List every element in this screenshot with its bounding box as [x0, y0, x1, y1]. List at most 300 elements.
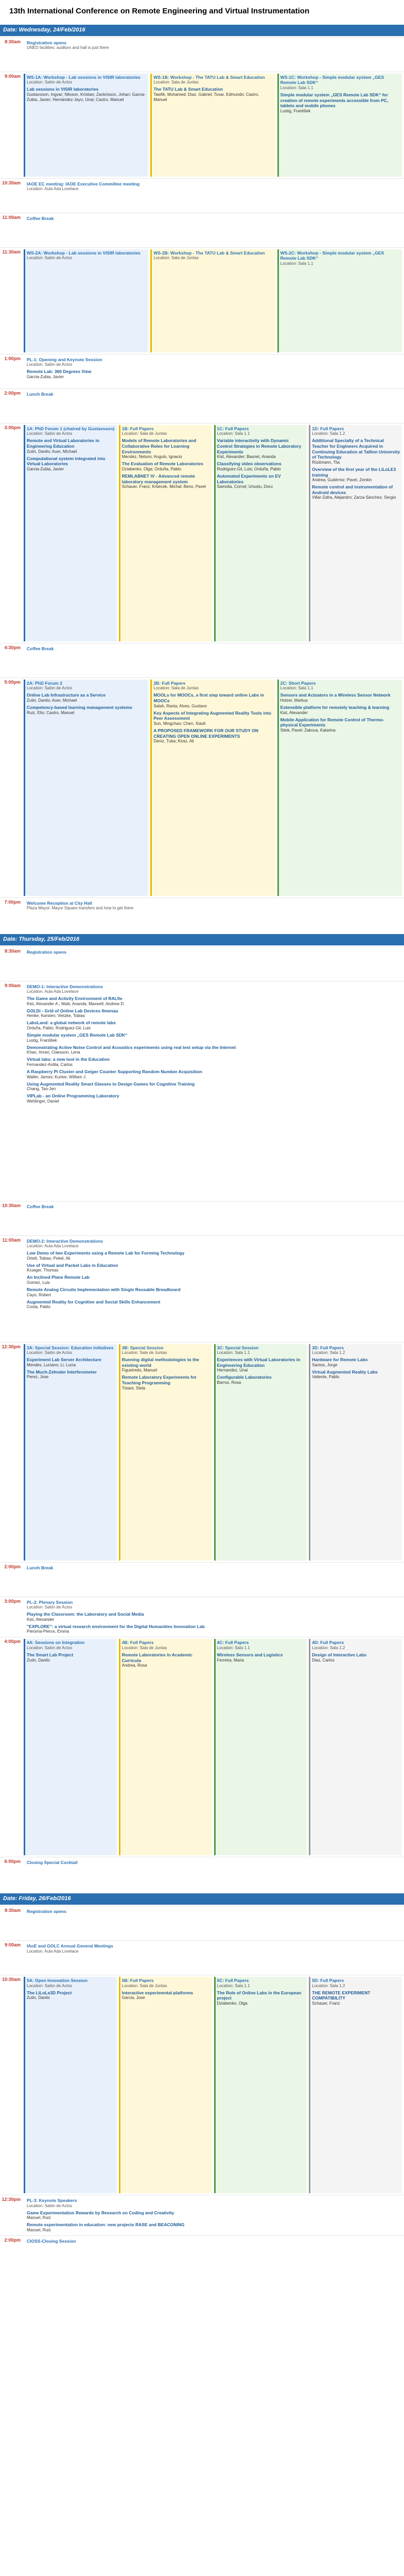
session-card[interactable]: [24, 2238, 402, 2268]
session-location: Location: Salón de Actos: [27, 431, 73, 436]
time-slot-row: [0, 72, 404, 178]
paper-authors: Sun, Mingchao; Chen, Xiaoli: [153, 721, 206, 726]
session-title[interactable]: WS-1B: Workshop - The TATU Lab & Smart Education: [153, 74, 265, 80]
session-card[interactable]: [24, 1942, 402, 1973]
paper-title[interactable]: The Smart Lab Project: [27, 1652, 74, 1657]
slot-time: 12:30pm: [2, 2197, 21, 2202]
paper-entry: [280, 705, 400, 716]
session-title[interactable]: Coffee Break: [27, 1204, 54, 1209]
day-header: Date: Wednesday, 24/Feb/2016: [0, 25, 404, 36]
slot-sessions: [24, 74, 404, 177]
session-title[interactable]: PL-3: Keynote Speakers: [27, 2198, 77, 2204]
paper-entry: [153, 710, 273, 726]
slot-sessions: [24, 1908, 404, 1939]
slot-sessions: [24, 1859, 404, 1890]
session-title[interactable]: Registration opens: [27, 949, 66, 955]
session-title[interactable]: 1C: Full Papers: [217, 426, 249, 431]
session-card[interactable]: [214, 1639, 307, 1855]
paper-title[interactable]: MOOLs for MOOCs, a first step toward online Labs in MOOCs: [153, 692, 265, 703]
paper-title[interactable]: Competency-based learning management systems: [27, 705, 133, 710]
slot-time: 11:00am: [2, 1237, 21, 1243]
session-location: Location: Aula Ada Lovelace: [27, 1244, 79, 1249]
paper-authors: Mendes, Luciano; Li, Lucia: [27, 1362, 76, 1367]
session-card[interactable]: [119, 1639, 212, 1855]
time-slot-row: [0, 1906, 404, 1940]
paper-entry: [27, 1250, 400, 1261]
session-title[interactable]: PL-2: Plenary Session: [27, 1599, 73, 1605]
slot-time: 12:30pm: [2, 1344, 21, 1349]
paper-authors: Kist, Alexander: [27, 1617, 55, 1622]
session-title[interactable]: 3A: Special Session: Education Initiatives: [27, 1345, 114, 1350]
slot-time: 2:00pm: [4, 2238, 21, 2243]
session-title[interactable]: DEMO-2: Interactive Demonstrations: [27, 1238, 103, 1244]
session-title[interactable]: IAoE and GOLC Annual General Meetings: [27, 1943, 113, 1949]
session-title[interactable]: WS-2B: Workshop - The TATU Lab & Smart Education: [153, 250, 265, 256]
slot-time: 7:00pm: [4, 899, 21, 905]
session-title[interactable]: Welcome Reception at City Hall: [27, 900, 92, 906]
paper-title[interactable]: Interactive experimental platforms: [121, 1990, 194, 1995]
session-location: Location: Sala 1.2: [312, 431, 345, 436]
slot-sessions: [24, 1238, 404, 1341]
slot-sessions: [24, 39, 404, 70]
session-card[interactable]: [24, 1599, 402, 1636]
paper-entry: [27, 1624, 400, 1635]
paper-title[interactable]: Remote Laboratories in Academic Curricula: [121, 1652, 192, 1663]
time-slot-row: [0, 2195, 404, 2235]
session-title[interactable]: WS-2A: Workshop - Lab sessions in VISIR laboratories: [27, 250, 140, 256]
paper-authors: Zutin, Danilo: [27, 1995, 50, 2001]
session-card[interactable]: [24, 645, 402, 676]
session-card[interactable]: [119, 1977, 212, 2193]
paper-title[interactable]: Remote Laboratory Experiments for Teaching Programming: [121, 1375, 197, 1385]
paper-title[interactable]: Low Demo of two Experiments using a Remote Lab for Forming Technology: [27, 1250, 185, 1256]
session-card[interactable]: [24, 2197, 402, 2234]
session-card[interactable]: [119, 1344, 212, 1561]
paper-title[interactable]: Sensors and Actuators in a Wireless Sensor Network: [280, 692, 391, 698]
paper-title[interactable]: The Role of Online Labs in the European project: [217, 1990, 302, 2001]
slot-sessions: [24, 1564, 404, 1595]
session-location: Location: Sala de Juntas: [153, 80, 199, 85]
paper-authors: Lustig, František: [280, 108, 311, 113]
session-title[interactable]: 3C: Special Session: [217, 1345, 259, 1350]
paper-authors: Zutin, Danilo; Auer, Michael: [27, 698, 77, 703]
session-card[interactable]: [24, 983, 402, 1199]
time-slot-row: [0, 1235, 404, 1342]
paper-title[interactable]: Mobile Application for Remote Control of Thermo-physical Experiments: [280, 717, 384, 728]
session-title[interactable]: CIOSS-Closing Session: [27, 2239, 76, 2244]
paper-authors: Dziabenko, Olga: [217, 2001, 248, 2006]
paper-title[interactable]: Virtual labs: a new tool in the Education: [27, 1057, 110, 1062]
paper-entry: [217, 473, 306, 489]
paper-authors: Valiente, Pablo: [312, 1375, 340, 1380]
paper-authors: Santos, Jorge: [312, 1362, 338, 1367]
session-card[interactable]: [24, 680, 148, 896]
paper-title[interactable]: Extensible platform for remotely teaching & learning: [280, 705, 390, 710]
paper-entry: [27, 692, 147, 703]
session-card[interactable]: [214, 1344, 307, 1561]
paper-authors: Piersma-Pierce, Emma: [27, 1629, 69, 1634]
paper-title[interactable]: REMLABNET IV - Advanced remote laboratory management system: [121, 473, 196, 484]
paper-title[interactable]: Online Lab Infrastructure as a Service: [27, 692, 106, 698]
paper-entry: [27, 1612, 400, 1622]
session-card[interactable]: [24, 1859, 402, 1890]
session-card[interactable]: [24, 215, 402, 246]
paper-title[interactable]: Experiences with Virtual Laboratories in Engineering Education: [217, 1357, 301, 1368]
paper-title[interactable]: Running digital methodologies to the existing world: [121, 1357, 199, 1368]
slot-sessions: [24, 900, 404, 930]
slot-sessions: [24, 1203, 404, 1234]
session-card[interactable]: [24, 1344, 117, 1561]
session-title[interactable]: PL-1: Opening and Keynote Session: [27, 357, 102, 362]
paper-authors: Hernandez, Unai: [217, 1368, 248, 1373]
paper-authors: Diaz, Carlos: [312, 1657, 335, 1663]
paper-title[interactable]: Using Augmented Reality Smart Glasses to Design Games for Cognitive Training: [27, 1081, 195, 1087]
paper-entry: [122, 1990, 210, 2001]
paper-authors: Rodriguez-Gil, Luis; Orduña, Pablo: [217, 466, 281, 471]
session-location: Location: Sala de Juntas: [121, 1646, 167, 1650]
paper-authors: Rüütmann, Tiia: [312, 460, 340, 465]
paper-entry: [217, 1652, 306, 1663]
paper-entry: [27, 456, 115, 472]
time-slot-row: [0, 981, 404, 1201]
session-title[interactable]: 2B: Full Papers: [153, 680, 186, 686]
session-card[interactable]: [150, 249, 275, 352]
slot-time: 9:00am: [4, 73, 21, 79]
paper-authors: Manuel, Ruiz: [27, 2215, 51, 2221]
time-slot-row: [0, 1562, 404, 1597]
paper-entry: [27, 1008, 400, 1019]
paper-entry: [122, 461, 210, 472]
paper-title[interactable]: Hardware for Remote Labs: [312, 1357, 368, 1363]
session-location: UNED facilities: auditors and hall is just there: [27, 45, 109, 50]
slot-time: 4:30pm: [4, 645, 21, 650]
session-title[interactable]: 3D: Full Papers: [312, 1345, 344, 1350]
paper-entry: [27, 1081, 400, 1092]
paper-title[interactable]: Remote Lab: 360 Degrees View: [27, 369, 92, 375]
session-card[interactable]: [309, 1977, 402, 2193]
paper-title[interactable]: LabsLand: a global network of remote labs: [27, 1020, 116, 1026]
session-title[interactable]: WS-2C: Workshop - Simple modular system „GES Remote Lab SDK“: [280, 250, 384, 261]
paper-entry: [122, 1375, 210, 1391]
paper-title[interactable]: Remote control and instrumentation of Android devices: [312, 484, 393, 495]
paper-title[interactable]: Additional Specialty of a Technical Teacher for Engineers Acquired in Continuing Education at Tallinn University of Technology: [312, 438, 400, 460]
paper-entry: [153, 728, 273, 744]
paper-entry: [122, 1652, 210, 1668]
time-slot-row: [0, 247, 404, 354]
paper-title[interactable]: Remote Analog Circuits Implementation with Single Reusable Breadboard: [27, 1287, 181, 1292]
paper-entry: [312, 438, 400, 465]
slot-sessions: [24, 1942, 404, 1973]
session-card[interactable]: [24, 180, 402, 211]
slot-sessions: [24, 356, 404, 387]
paper-title[interactable]: Playing the Classroom: the Laboratory and Social Media: [27, 1612, 144, 1617]
paper-entry: [27, 1369, 115, 1380]
paper-title[interactable]: The Evaluation of Remote Laboratories: [121, 461, 203, 467]
paper-title[interactable]: Classifying video observations: [217, 461, 282, 467]
paper-entry: [27, 1357, 115, 1368]
slot-time: 9:00am: [4, 1942, 21, 1948]
paper-authors: Gomez, Luis: [27, 1280, 50, 1285]
slot-sessions: [24, 1344, 404, 1561]
paper-title[interactable]: The TATU Lab & Smart Education: [153, 87, 223, 92]
paper-authors: Barros, Rosa: [217, 1380, 241, 1385]
session-title[interactable]: Coffee Break: [27, 646, 54, 651]
slot-time: 4:00pm: [4, 1639, 21, 1645]
session-location: Location: Salón de Actos: [27, 1646, 73, 1650]
paper-entry: [27, 2210, 400, 2221]
session-title[interactable]: 5A: Open Innovation Session: [27, 1978, 88, 1984]
paper-entry: [27, 2222, 400, 2233]
paper-title[interactable]: A PROPOSED FRAMEWORK FOR OUR STUDY ON CREATING OPEN ONLINE EXPERIMENTS: [153, 727, 258, 739]
paper-authors: Figueiredo, Manuel: [121, 1368, 157, 1373]
paper-title[interactable]: Design of Interactive Labs: [312, 1652, 367, 1657]
session-title[interactable]: 4D: Full Papers: [312, 1640, 344, 1646]
paper-entry: [27, 87, 147, 103]
session-card[interactable]: [277, 680, 402, 896]
paper-title[interactable]: "EXPLORE": a virtual research environment for the Digital Humanities Innovation Lab: [27, 1623, 205, 1629]
paper-authors: Andrea, Rosa: [121, 1663, 147, 1668]
paper-title[interactable]: Models of Remote Laboratories and Collaborative Roles for Learning Environments: [121, 438, 197, 454]
session-title[interactable]: Coffee Break: [27, 215, 54, 221]
paper-title[interactable]: Demonstrating Active Noise Control and Acoustics experiments using real test setup via the Internet: [27, 1044, 236, 1050]
paper-authors: Tawfik, Mohamed; Diaz, Gabriel; Tovar, Edmundo; Castro, Manuel: [153, 92, 259, 102]
session-card[interactable]: [24, 1908, 402, 1939]
paper-title[interactable]: Augmented Reality for Cognitive and Social Skills Enhancement: [27, 1299, 161, 1304]
time-slot-row: [0, 677, 404, 897]
time-slot-row: [0, 1857, 404, 1891]
paper-authors: Costa, Pablo: [27, 1304, 50, 1310]
session-card[interactable]: [309, 425, 402, 641]
session-card[interactable]: [24, 1977, 117, 2193]
session-title[interactable]: WS-1A: Workshop - Lab sessions in VISIR laboratories: [27, 74, 140, 80]
session-card[interactable]: [24, 356, 402, 387]
paper-entry: [27, 1299, 400, 1310]
session-title[interactable]: 2C: Short Papers: [280, 680, 316, 686]
paper-title[interactable]: The LiLoLe3D Project: [27, 1990, 72, 1995]
session-card[interactable]: [24, 249, 148, 352]
session-title[interactable]: 5B: Full Papers: [121, 1978, 154, 1984]
paper-title[interactable]: Wireless Sensors and Logistics: [217, 1652, 283, 1657]
paper-title[interactable]: Use of Virtual and Packet Labs in Education: [27, 1262, 118, 1268]
paper-title[interactable]: A Raspberry Pi Cluster and Geiger Counter Supporting Random Number Acquisition: [27, 1069, 202, 1074]
paper-title[interactable]: VIPLab - an Online Programming Laboratory: [27, 1093, 119, 1099]
session-card[interactable]: [24, 1639, 117, 1855]
slot-time: 5:00pm: [4, 679, 21, 685]
session-location: Location: Salón de Actos: [27, 1605, 73, 1610]
session-title[interactable]: 4C: Full Papers: [217, 1640, 249, 1646]
paper-title[interactable]: Key Aspects of Integrating Augmented Reality Tools into Peer Assessment: [153, 710, 272, 721]
paper-entry: [27, 1652, 115, 1663]
session-card[interactable]: [309, 1639, 402, 1855]
paper-title[interactable]: Computational system integrated into Virtual Laboratories: [27, 455, 106, 467]
time-slot-row: [0, 1940, 404, 1975]
paper-entry: [153, 692, 273, 708]
paper-authors: Kist, Alexander: [280, 710, 308, 715]
session-title[interactable]: 1B: Full Papers: [121, 426, 154, 431]
paper-authors: Schauer, Franz; Krbecek, Michal; Beno, Pavel: [121, 484, 206, 489]
paper-entry: [312, 484, 400, 500]
paper-title[interactable]: Variable interactivity with Dynamic Control Strategies in Remote Laboratory Experiments: [217, 438, 302, 454]
time-slot-row: [0, 1342, 404, 1562]
time-slot-row: [0, 1975, 404, 2195]
session-location: Location: Sala 1.1: [280, 86, 313, 90]
paper-entry: [153, 87, 273, 103]
paper-authors: Kist, Alexander; Basnet, Ananda: [217, 454, 276, 460]
paper-authors: Mendez, Nelson; Angulo, Ignacio: [121, 454, 182, 460]
paper-title[interactable]: Lab sessions in VISIR laboratories: [27, 87, 99, 92]
page-title: 13th International Conference on Remote Engineering and Virtual Instrumentation: [0, 0, 404, 23]
session-title[interactable]: Registration opens: [27, 40, 66, 45]
slot-time: 10:30am: [2, 1977, 21, 1982]
paper-title[interactable]: Automated Experiments on EV Laboratories: [217, 473, 281, 484]
session-title[interactable]: Lunch Break: [27, 391, 54, 397]
time-slot-row: [0, 946, 404, 981]
session-title[interactable]: WS-1C: Workshop - Simple modular system „GES Remote Lab SDK“: [280, 74, 384, 86]
paper-title[interactable]: Experiment Lab Server Architecture: [27, 1357, 101, 1363]
session-location: Location: Salón de Actos: [27, 1983, 73, 1988]
session-title[interactable]: 5D: Full Papers: [312, 1978, 344, 1984]
paper-title[interactable]: Simple modular system „GES Remote Lab SDK“: [27, 1032, 128, 1038]
paper-title[interactable]: The Much-Zehnder Interferometer: [27, 1369, 97, 1375]
session-location: Location: Salón de Actos: [27, 256, 73, 261]
paper-authors: Ferreira, Maria: [217, 1657, 244, 1663]
session-card[interactable]: [24, 425, 117, 641]
paper-title[interactable]: An Inclined Plane Remote Lab: [27, 1275, 90, 1280]
paper-entry: [27, 1032, 400, 1043]
session-title[interactable]: IAOE EC meeting: IAOE Executive Committee meeting: [27, 181, 140, 187]
session-title[interactable]: 4B: Full Papers: [121, 1640, 154, 1646]
paper-entry: [280, 717, 400, 733]
paper-authors: Andrea, Gutiérrez; Pavel, Zenkin: [312, 478, 372, 483]
session-title[interactable]: 2A: PhD Forum 2: [27, 680, 62, 686]
paper-authors: Garcia, Jose: [121, 1995, 145, 2001]
paper-entry: [27, 1020, 400, 1031]
session-card[interactable]: [277, 74, 402, 177]
session-title[interactable]: 4A: Sessions on Integration: [27, 1640, 85, 1646]
paper-title[interactable]: Game Experimentation Rewards by Research on Coding and Creativity: [27, 2210, 174, 2215]
session-card[interactable]: [24, 391, 402, 421]
slot-time: 10:30am: [2, 180, 21, 185]
session-title[interactable]: 3B: Special Session: [121, 1345, 164, 1350]
paper-title[interactable]: The Game and Activity Environment of RALfie: [27, 996, 122, 1002]
slot-sessions: [24, 948, 404, 979]
slot-time: 11:30am: [2, 249, 21, 255]
session-title[interactable]: Closing Special Cocktail: [27, 1860, 78, 1866]
paper-authors: Ortelt, Tobias; Pekel, Ali: [27, 1256, 71, 1261]
slot-sessions: [24, 249, 404, 352]
paper-title[interactable]: Remote and Virtual Laboratories in Engineering Education: [27, 438, 100, 449]
session-card[interactable]: [214, 425, 307, 641]
paper-authors: Fernandez-Ardila, Carlos: [27, 1062, 73, 1067]
paper-title[interactable]: Remote experimentation in education: new projects RASE and BEACONING: [27, 2222, 185, 2228]
paper-entry: [280, 92, 400, 114]
session-title[interactable]: Lunch Break: [27, 1565, 54, 1570]
session-location: Location: Sala 1.1: [280, 261, 313, 266]
slot-sessions: [24, 2197, 404, 2234]
paper-authors: Wehlinger, Daniel: [27, 1098, 59, 1104]
slot-time: 8:30am: [4, 1908, 21, 1913]
paper-entry: [312, 1357, 400, 1368]
paper-authors: Kist, Alexander A.; Maiti, Ananda; Maxwell, Andrew D.: [27, 1001, 125, 1006]
slot-time: 10:30am: [2, 1202, 21, 1208]
paper-authors: Sitek, Pavel; Zakova, Katarina: [280, 727, 336, 733]
program: [0, 25, 404, 2270]
session-card[interactable]: [150, 74, 275, 177]
session-title[interactable]: DEMO-1: Interactive Demonstrations: [27, 984, 103, 989]
session-title[interactable]: 1D: Full Papers: [312, 426, 344, 431]
session-location: Location: Sala 1.1: [217, 1983, 250, 1988]
session-card[interactable]: [150, 680, 275, 896]
session-location: Location: Sala 1.1: [217, 1350, 250, 1355]
session-location: Location: Salón de Actos: [27, 1350, 73, 1355]
paper-title[interactable]: GOLDi - Grid of Online Lab Devices Ilmenau: [27, 1008, 118, 1013]
slot-sessions: [24, 1639, 404, 1855]
paper-entry: [217, 461, 306, 472]
paper-authors: Zutin, Danilo; Auer, Michael: [27, 449, 77, 454]
session-title[interactable]: Registration opens: [27, 1909, 66, 1914]
paper-authors: Garcia-Zubia, Javier: [27, 375, 64, 379]
session-card[interactable]: [24, 1203, 402, 1234]
paper-title[interactable]: Virtual Augmented Reality Labs: [312, 1369, 378, 1375]
session-card[interactable]: [24, 948, 402, 979]
session-card[interactable]: [277, 249, 402, 352]
paper-authors: Manuel, Ruiz: [27, 2228, 51, 2232]
paper-entry: [27, 1287, 400, 1298]
time-slot-row: [0, 37, 404, 72]
paper-authors: Orduña, Pablo; Rodriguez-Gil, Luis: [27, 1026, 91, 1030]
session-location: Location: Sala 1.1: [280, 686, 313, 691]
paper-entry: [217, 1990, 306, 2006]
time-slot-row: [0, 178, 404, 213]
session-card[interactable]: [24, 900, 402, 930]
paper-entry: [122, 473, 210, 489]
session-title[interactable]: 5C: Full Papers: [217, 1978, 249, 1984]
session-location: Location: Aula Ada Lovelace: [27, 1948, 79, 1954]
paper-title[interactable]: THE REMOTE EXPERIMENT COMPATIBILITY: [312, 1990, 371, 2001]
session-title[interactable]: 1A: PhD Forum 1 (chaired by Gustavsson): [27, 426, 115, 431]
session-card[interactable]: [119, 425, 212, 641]
slot-sessions: [24, 425, 404, 641]
paper-entry: [217, 1375, 306, 1385]
paper-authors: Perez, Jose: [27, 1375, 49, 1380]
slot-time: 2:00pm: [4, 390, 21, 396]
slot-time: 3:00pm: [4, 425, 21, 430]
paper-entry: [122, 438, 210, 460]
session-card[interactable]: [214, 1977, 307, 2193]
session-card[interactable]: [24, 1238, 402, 1341]
paper-entry: [27, 996, 400, 1007]
slot-sessions: [24, 645, 404, 676]
paper-title[interactable]: Overview of the first year of the LiLoLE3 training: [312, 466, 396, 478]
session-card[interactable]: [24, 74, 148, 177]
time-slot-row: [0, 643, 404, 677]
paper-authors: Cayo, Robert: [27, 1292, 51, 1297]
session-location: Location: Salón de Actos: [27, 362, 73, 367]
session-card[interactable]: [24, 39, 402, 70]
paper-title[interactable]: Simple modular system „GES Remote Lab SDK“ for creation of remote experiments accessible from PC, tablets and mobile phones: [280, 92, 389, 109]
slot-sessions: [24, 680, 404, 896]
time-slot-row: [0, 1597, 404, 1637]
session-card[interactable]: [24, 1564, 402, 1595]
session-location: Location: Salón de Actos: [27, 2203, 73, 2208]
session-location: Location: Aula Ada Lovelace: [27, 989, 79, 994]
session-card[interactable]: [309, 1344, 402, 1561]
paper-entry: [122, 1357, 210, 1373]
paper-entry: [27, 1045, 400, 1056]
session-location: Location: Sala de Juntas: [121, 1983, 167, 1988]
session-location: Location: Sala 1.2: [312, 1983, 345, 1988]
paper-title[interactable]: Configurable Laboratories: [217, 1375, 272, 1380]
